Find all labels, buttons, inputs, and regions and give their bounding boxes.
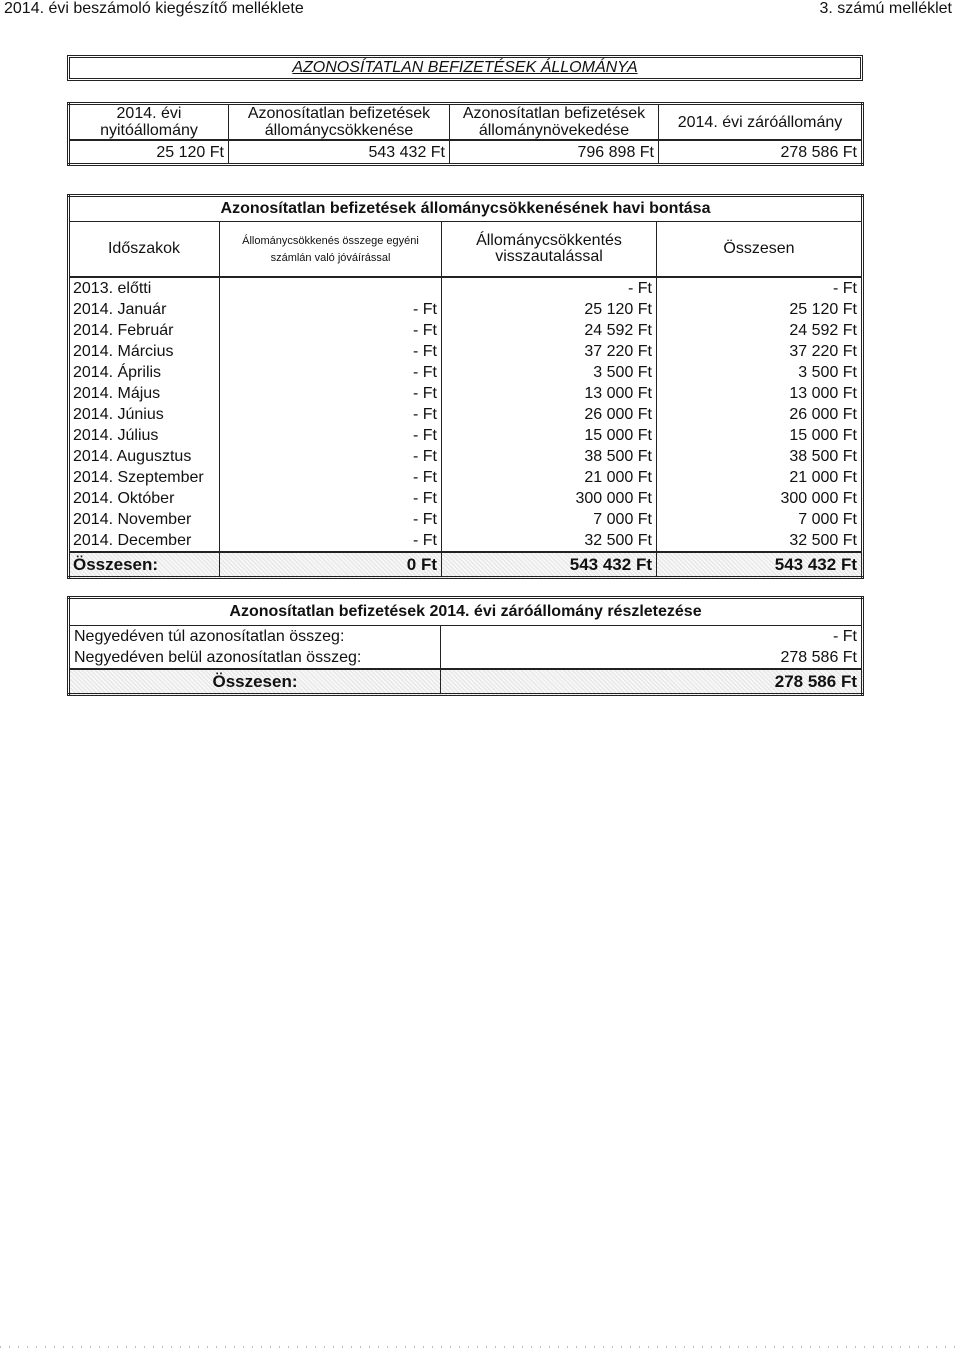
- col-header-period: Időszakok: [69, 222, 220, 278]
- monthly-header-row: [69, 222, 863, 278]
- col-header-refund: Állománycsökkentés visszautalással: [442, 222, 657, 278]
- total-cell: 15 000 Ft: [789, 426, 857, 444]
- monthly-total-label: Összesen:: [69, 552, 220, 578]
- document-header-right: 3. számú melléklet: [819, 0, 952, 17]
- total-cell: 37 220 Ft: [789, 342, 857, 360]
- table-row: [69, 404, 863, 425]
- table-row: [69, 362, 863, 383]
- total-cell: 24 592 Ft: [789, 321, 857, 339]
- total-cell: - Ft: [833, 279, 857, 297]
- summary-values-row: [69, 140, 863, 165]
- table-row: [69, 277, 863, 299]
- monthly-caption-row: [69, 196, 863, 222]
- summary-table: [67, 102, 864, 166]
- monthly-total-credit: 0 Ft: [220, 552, 442, 578]
- detail-caption-row: [69, 598, 863, 626]
- table-row: [69, 341, 863, 362]
- total-cell: 7 000 Ft: [798, 510, 857, 528]
- total-cell: 32 500 Ft: [789, 531, 857, 549]
- period-cell: 2014. Július: [73, 426, 159, 444]
- credit-cell: - Ft: [220, 362, 442, 383]
- credit-cell: - Ft: [220, 341, 442, 362]
- detail-total-label: Összesen:: [69, 669, 441, 695]
- detail-row: [69, 647, 863, 669]
- period-cell: 2013. előtti: [73, 279, 152, 297]
- period-cell: 2014. November: [73, 510, 192, 528]
- credit-cell: - Ft: [220, 425, 442, 446]
- summary-col-increase: Azonosítatlan befizetések állománynövekedése: [450, 104, 659, 141]
- credit-cell: - Ft: [220, 446, 442, 467]
- credit-cell: - Ft: [220, 488, 442, 509]
- period-cell: 2014. Február: [73, 321, 174, 339]
- summary-col-decrease: Azonosítatlan befizetések állománycsökkenése: [229, 104, 450, 141]
- table-row: [69, 446, 863, 467]
- credit-cell: [220, 277, 442, 299]
- credit-cell: - Ft: [220, 530, 442, 552]
- monthly-caption: Azonosítatlan befizetések állománycsökkenésének havi bontása: [69, 196, 863, 222]
- summary-header-row: [69, 104, 863, 141]
- detail-row: [69, 626, 863, 648]
- document-header-left: 2014. évi beszámoló kiegészítő melléklete: [4, 0, 304, 17]
- detail-label: Negyedéven túl azonosítatlan összeg:: [69, 626, 441, 648]
- total-cell: 25 120 Ft: [789, 300, 857, 318]
- period-cell: 2014. Október: [73, 489, 175, 507]
- summary-opening-value: 25 120 Ft: [69, 140, 229, 165]
- detail-value: - Ft: [833, 627, 857, 645]
- table-row: [69, 467, 863, 488]
- total-cell: 38 500 Ft: [789, 447, 857, 465]
- summary-increase-value: 796 898 Ft: [450, 140, 659, 165]
- refund-cell: 21 000 Ft: [442, 467, 657, 488]
- detail-total-value: 278 586 Ft: [441, 669, 863, 695]
- period-cell: 2014. December: [73, 531, 192, 549]
- credit-cell: - Ft: [220, 404, 442, 425]
- refund-cell: 15 000 Ft: [442, 425, 657, 446]
- summary-closing-value: 278 586 Ft: [659, 140, 863, 165]
- period-cell: 2014. Január: [73, 300, 167, 318]
- summary-col-opening: 2014. évi nyitóállomány: [69, 104, 229, 141]
- table-row: [69, 509, 863, 530]
- detail-caption: Azonosítatlan befizetések 2014. évi záróállomány részletezése: [69, 598, 863, 626]
- refund-cell: 13 000 Ft: [442, 383, 657, 404]
- monthly-total-sum: 543 432 Ft: [657, 552, 863, 578]
- refund-cell: - Ft: [442, 277, 657, 299]
- summary-decrease-value: 543 432 Ft: [229, 140, 450, 165]
- detail-total-row: [69, 669, 863, 695]
- page-title: AZONOSÍTATLAN BEFIZETÉSEK ÁLLOMÁNYA: [292, 59, 638, 76]
- period-cell: 2014. Augusztus: [73, 447, 192, 465]
- credit-cell: - Ft: [220, 299, 442, 320]
- table-row: [69, 488, 863, 509]
- period-cell: 2014. Szeptember: [73, 468, 204, 486]
- col-header-total: Összesen: [657, 222, 863, 278]
- credit-cell: - Ft: [220, 383, 442, 404]
- table-row: [69, 425, 863, 446]
- bottom-dotted-edge: [0, 1346, 960, 1348]
- refund-cell: 32 500 Ft: [442, 530, 657, 552]
- table-row: [69, 299, 863, 320]
- refund-cell: 3 500 Ft: [442, 362, 657, 383]
- period-cell: 2014. Március: [73, 342, 174, 360]
- refund-cell: 7 000 Ft: [442, 509, 657, 530]
- period-cell: 2014. Április: [73, 363, 162, 381]
- summary-col-closing: 2014. évi záróállomány: [659, 104, 863, 141]
- detail-label: Negyedéven belül azonosítatlan összeg:: [69, 647, 441, 669]
- refund-cell: 25 120 Ft: [442, 299, 657, 320]
- total-cell: 21 000 Ft: [789, 468, 857, 486]
- refund-cell: 37 220 Ft: [442, 341, 657, 362]
- refund-cell: 26 000 Ft: [442, 404, 657, 425]
- monthly-total-row: [69, 552, 863, 578]
- monthly-breakdown-table: [67, 194, 864, 579]
- period-cell: 2014. Június: [73, 405, 164, 423]
- refund-cell: 24 592 Ft: [442, 320, 657, 341]
- table-row: [69, 320, 863, 341]
- period-cell: 2014. Május: [73, 384, 161, 402]
- col-header-credit: Állománycsökkenés összege egyéni számlán való jóváírással: [220, 222, 442, 278]
- table-row: [69, 383, 863, 404]
- closing-detail-table: [67, 596, 864, 696]
- credit-cell: - Ft: [220, 320, 442, 341]
- table-row: [69, 530, 863, 552]
- detail-value: 278 586 Ft: [780, 648, 857, 666]
- total-cell: 300 000 Ft: [780, 489, 857, 507]
- total-cell: 26 000 Ft: [789, 405, 857, 423]
- total-cell: 13 000 Ft: [789, 384, 857, 402]
- total-cell: 3 500 Ft: [798, 363, 857, 381]
- title-box: [67, 55, 863, 81]
- refund-cell: 38 500 Ft: [442, 446, 657, 467]
- refund-cell: 300 000 Ft: [442, 488, 657, 509]
- credit-cell: - Ft: [220, 467, 442, 488]
- monthly-rows: [69, 277, 863, 552]
- credit-cell: - Ft: [220, 509, 442, 530]
- monthly-total-refund: 543 432 Ft: [442, 552, 657, 578]
